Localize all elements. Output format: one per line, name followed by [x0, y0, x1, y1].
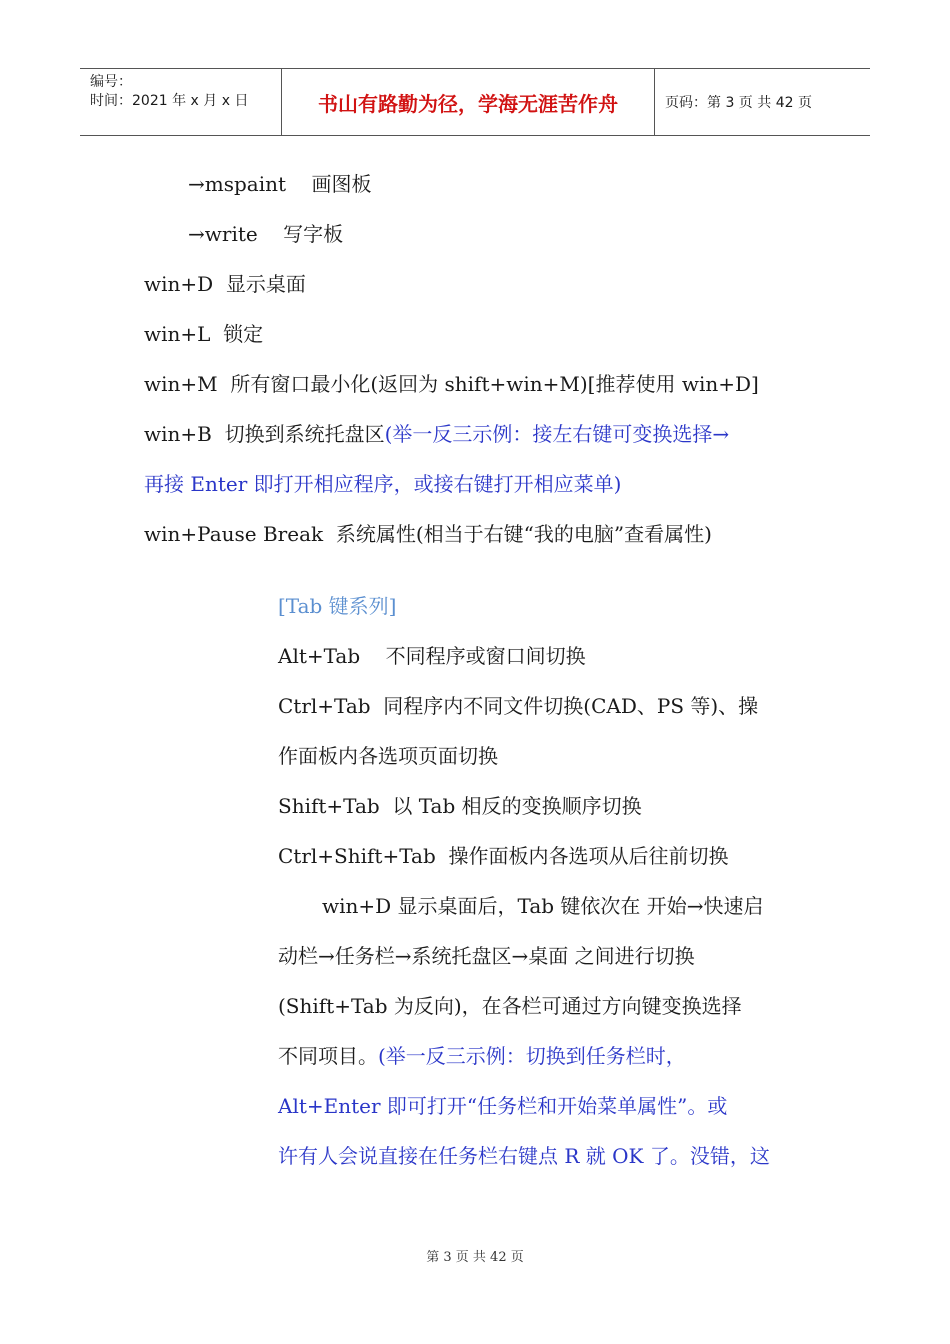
- text-line-right-click: 许有人会说直接在任务栏右键点 R 就 OK 了。没错，这: [278, 1144, 770, 1168]
- text-items-main: 不同项目。: [278, 1044, 378, 1068]
- text-line-enter-note: 再接 Enter 即打开相应程序，或接右键打开相应菜单): [144, 472, 622, 496]
- text-line-win-pause: win+Pause Break 系统属性(相当于右键“我的电脑”查看属性): [144, 522, 712, 546]
- text-line-win-b: [144, 420, 729, 448]
- header-page-info: 页码：第 3 页 共 42 页: [665, 95, 812, 111]
- text-line-taskbar: 动栏→任务栏→系统托盘区→桌面 之间进行切换: [278, 944, 695, 968]
- text-line-mspaint: →mspaint 画图板: [188, 172, 372, 196]
- text-line-ctrl-tab-cont: 作面板内各选项页面切换: [278, 744, 498, 768]
- text-line-alt-enter: Alt+Enter 即可打开“任务栏和开始菜单属性”。或: [278, 1094, 728, 1118]
- page-footer: 第 3 页 共 42 页: [426, 1250, 524, 1265]
- section-heading-tab: [Tab 键系列]: [278, 594, 397, 618]
- text-line-ctrl-tab: Ctrl+Tab 同程序内不同文件切换(CAD、PS 等)、操: [278, 694, 759, 718]
- text-items-example: (举一反三示例：切换到任务栏时，: [378, 1044, 686, 1068]
- header-number-label: 编号：: [90, 74, 132, 90]
- header-meta-cell: [80, 69, 282, 135]
- header-date-label: 时间：2021 年 x 月 x 日: [90, 93, 249, 109]
- text-line-win-d: win+D 显示桌面: [144, 272, 306, 296]
- text-line-write: →write 写字板: [188, 222, 344, 246]
- text-line-alt-tab: Alt+Tab 不同程序或窗口间切换: [278, 644, 586, 668]
- text-line-win-l: win+L 锁定: [144, 322, 264, 346]
- page-header: [80, 68, 870, 136]
- text-win-b-example: (举一反三示例：接左右键可变换选择→: [384, 422, 730, 446]
- text-win-b-main: win+B 切换到系统托盘区: [144, 422, 385, 446]
- text-line-win-m: win+M 所有窗口最小化(返回为 shift+win+M)[推荐使用 win+D]: [144, 372, 759, 396]
- text-line-win-d-tab: win+D 显示桌面后，Tab 键依次在 开始→快速启: [322, 894, 764, 918]
- text-line-items: [278, 1042, 686, 1070]
- text-line-shift-tab: Shift+Tab 以 Tab 相反的变换顺序切换: [278, 794, 642, 818]
- text-line-reverse: (Shift+Tab 为反向)，在各栏可通过方向键变换选择: [278, 994, 742, 1018]
- header-motto: 书山有路勤为径，学海无涯苦作舟: [282, 69, 655, 135]
- text-line-ctrl-shift-tab: Ctrl+Shift+Tab 操作面板内各选项从后往前切换: [278, 844, 729, 868]
